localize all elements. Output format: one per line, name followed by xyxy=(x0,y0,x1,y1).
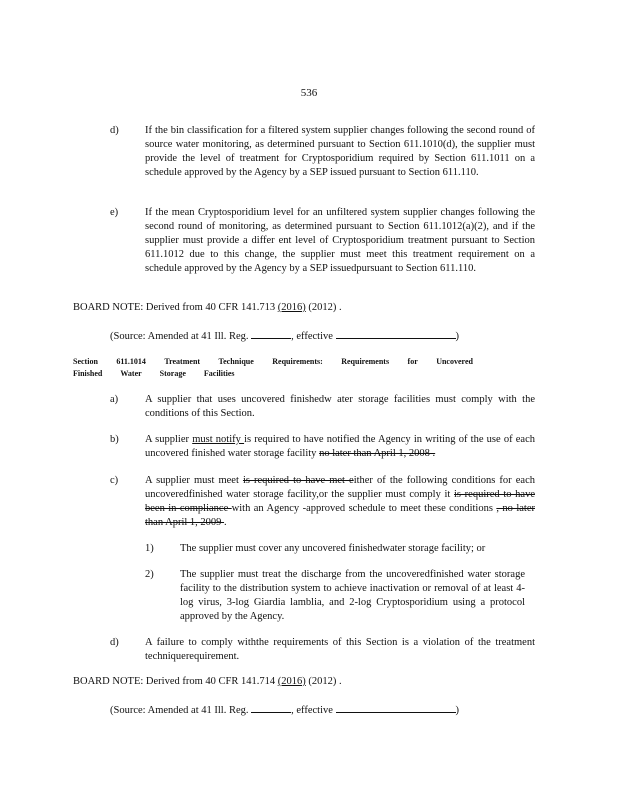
subsection-d-failure-to-comply xyxy=(110,636,535,664)
subsection-c xyxy=(110,474,535,530)
section-heading-row-2 xyxy=(73,368,473,380)
subsection-letter: a) xyxy=(110,394,119,405)
heading-word: Water xyxy=(120,369,142,378)
subsection-d-bin-classification xyxy=(110,124,535,180)
subsection-text: If the bin classification for a filtered system supplier changes following the second round of source water monitoring, as determined pursuant to Section 611.1010(d), the supplier must provide the level of treatment for Cryptosporidium required by Section 611.1011 on a schedule approved by the Agency by a SEP issued pursuant to Section 611.110. xyxy=(145,125,535,178)
text-run: A supplier xyxy=(145,434,193,445)
subsection-text xyxy=(145,474,535,530)
board-note-text: BOARD NOTE: Derived from 40 CFR 141.714 xyxy=(73,676,278,687)
board-note-text: BOARD NOTE: Derived from 40 CFR 141.713 xyxy=(73,302,278,313)
paragraph-number: 1) xyxy=(145,543,154,554)
source-line-2 xyxy=(110,701,540,718)
subsection-letter: d) xyxy=(110,125,119,136)
effective-date-blank xyxy=(336,327,456,339)
heading-word: Requirements: xyxy=(272,357,323,366)
source-prefix: (Source: Amended at 41 Ill. Reg. xyxy=(110,331,252,342)
heading-word: Requirements xyxy=(341,357,390,366)
subsection-text xyxy=(145,433,535,461)
register-blank xyxy=(251,327,291,339)
source-end: ) xyxy=(455,705,460,716)
source-mid: , effective xyxy=(291,331,336,342)
heading-word: Storage xyxy=(159,369,186,378)
paragraph-2-treat-discharge xyxy=(145,568,525,624)
text-run: ither of the following conditions for each uncoveredfinished water storage facility,or the supplier must comply it xyxy=(145,475,535,500)
paragraph-text: The supplier must treat the discharge from the uncoveredfinished water storage facility to the distribution system to achieve inactivation or removal of at least 4- log virus, 3-log Giardia lamblia, and 2-log Cryptosporidium using a protocol approved by the Agency. xyxy=(180,569,525,622)
subsection-letter: c) xyxy=(110,475,119,486)
source-line-1 xyxy=(110,327,540,344)
subsection-letter: d) xyxy=(110,637,119,648)
source-end: ) xyxy=(455,331,460,342)
paragraph-number: 2) xyxy=(145,569,154,580)
inserted-text: must notify xyxy=(192,434,245,445)
source-prefix: (Source: Amended at 41 Ill. Reg. xyxy=(110,705,252,716)
source-mid: , effective xyxy=(291,705,336,716)
subsection-b xyxy=(110,433,535,461)
inserted-year: (2016) xyxy=(277,302,306,313)
register-blank xyxy=(251,701,291,713)
deleted-text: , no later than April 1, 2009 xyxy=(145,503,535,528)
paragraph-text: The supplier must cover any uncovered finishedwater storage facility; or xyxy=(180,543,486,554)
board-note-1 xyxy=(73,301,543,315)
heading-word: Uncovered xyxy=(436,357,473,366)
heading-word: Facilities xyxy=(203,369,235,378)
paragraph-1-cover-facility xyxy=(145,542,525,556)
deleted-year: (2012) . xyxy=(305,676,342,687)
deleted-text: is required to have met e xyxy=(242,475,354,486)
page-number: 536 xyxy=(300,87,318,99)
subsection-text: If the mean Cryptosporidium level for an unfiltered system supplier changes following the second round of monitoring, as determined pursuant to Section 611.1012(a)(2), and if the supplier must provide a differ ent level of Cryptosporidium treatment pursuant to Section 611.1012 due to this change, the supplier must meet this treatment requirement on a schedule approved by the Agency by a SEP issuedpursuant to Section 611.110. xyxy=(145,207,535,274)
heading-word: Technique xyxy=(218,357,254,366)
deleted-text: is required to have been in compliance xyxy=(145,489,535,514)
subsection-text: A supplier that uses uncovered finishedw ater storage facilities must comply with the conditions of this Section. xyxy=(145,394,535,419)
subsection-letter: b) xyxy=(110,434,119,445)
subsection-a xyxy=(110,393,535,421)
heading-word: for xyxy=(407,357,418,366)
heading-word: Finished xyxy=(73,369,103,378)
deleted-text: no later than April 1, 2008 . xyxy=(319,448,436,459)
heading-word: Treatment xyxy=(164,357,201,366)
text-run: is required to have notified the Agency in writing of the use of each uncovered finished water storage facility xyxy=(145,434,535,459)
section-heading xyxy=(73,356,473,380)
section-heading-row-1 xyxy=(73,356,473,368)
deleted-year: (2012) . xyxy=(305,302,342,313)
heading-word: 611.1014 xyxy=(116,357,146,366)
text-run: . xyxy=(224,517,227,528)
subsection-e-mean-cryptosporidium xyxy=(110,206,535,276)
subsection-text: A failure to comply withthe requirements of this Section is a violation of the treatment techniquerequirement. xyxy=(145,637,535,662)
text-run: A supplier must meet xyxy=(145,475,243,486)
board-note-2 xyxy=(73,675,543,689)
heading-word: Section xyxy=(73,357,98,366)
subsection-letter: e) xyxy=(110,207,119,218)
inserted-year: (2016) xyxy=(277,676,306,687)
effective-date-blank xyxy=(336,701,456,713)
text-run: with an Agency -approved schedule to meet these conditions xyxy=(231,503,497,514)
